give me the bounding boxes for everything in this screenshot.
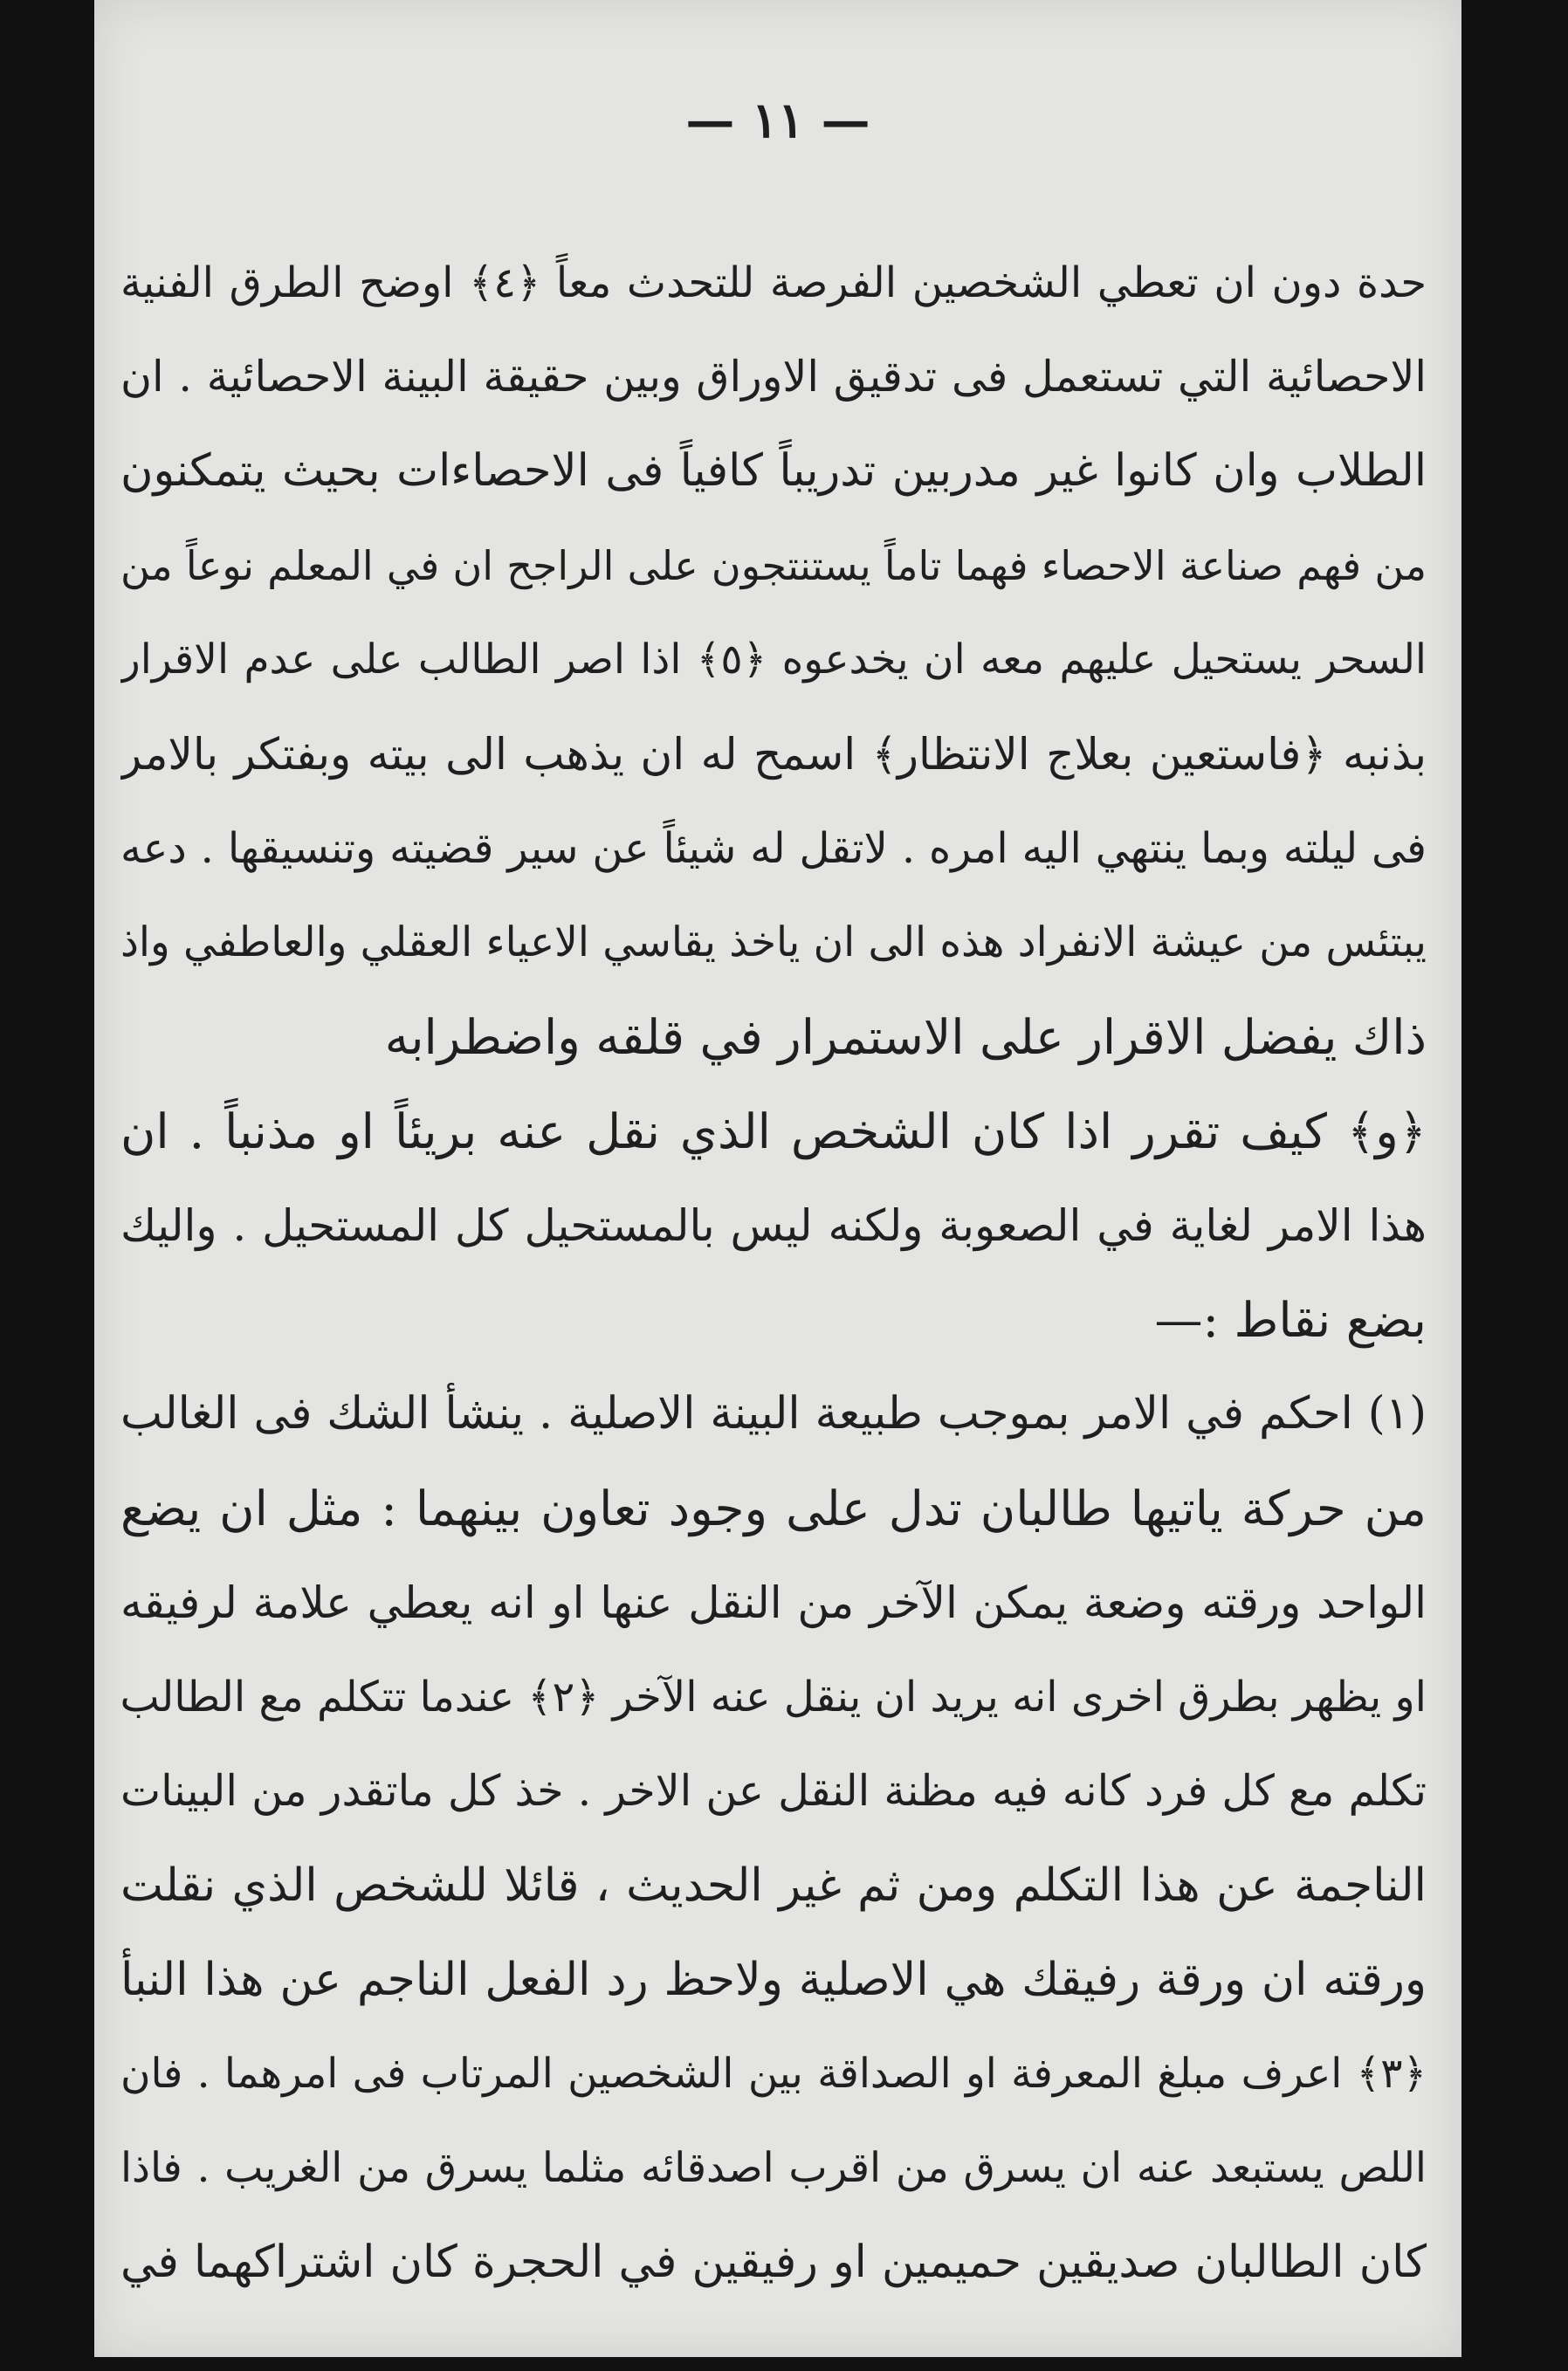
text-line: (١) احكم في الامر بموجب طبيعة البينة الاصلية . ينشأ الشك فى الغالب (120, 1388, 1427, 1440)
text-line: فى ليلته وبما ينتهي اليه امره . لاتقل له شيئاً عن سير قضيته وتنسيقها . دعه (120, 824, 1427, 873)
text-line: اللص يستبعد عنه ان يسرق من اقرب اصدقائه مثلما يسرق من الغريب . فاذا (120, 2144, 1427, 2192)
text-line: ذاك يفضل الاقرار على الاستمرار في قلقه واضطرابه (384, 1009, 1427, 1065)
text-line: او يظهر بطرق اخرى انه يريد ان ينقل عنه الآخر ﴿٢﴾ عندما تتكلم مع الطالب (120, 1673, 1427, 1722)
text-line: حدة دون ان تعطي الشخصين الفرصة للتحدث معاً ﴿٤﴾ اوضح الطرق الفنية (120, 258, 1427, 307)
text-line: ورقته ان ورقة رفيقك هي الاصلية ولاحظ رد الفعل الناجم عن هذا النبأ (120, 1954, 1427, 2006)
text-line: هذا الامر لغاية في الصعوبة ولكنه ليس بالمستحيل كل المستحيل . واليك (120, 1200, 1427, 1251)
text-line: من فهم صناعة الاحصاء فهما تاماً يستنتجون على الراجح ان في المعلم نوعاً من (120, 542, 1427, 589)
text-line: تكلم مع كل فرد كانه فيه مظنة النقل عن الاخر . خذ كل ماتقدر من البينات (120, 1766, 1427, 1816)
text-line: الناجمة عن هذا التكلم ومن ثم غير الحديث ، قائلا للشخص الذي نقلت (120, 1859, 1427, 1912)
text-line: كان الطالبان صديقين حميمين او رفيقين في الحجرة كان اشتراكهما في (120, 2237, 1427, 2288)
text-line: الواحد ورقته وضعة يمكن الآخر من النقل عنها او انه يعطي علامة لرفيقه (120, 1577, 1427, 1628)
text-line: بضع نقاط :— (1154, 1292, 1427, 1348)
page-number: — ١١ — (685, 92, 870, 149)
text-line: بذنبه ﴿فاستعين بعلاج الانتظار﴾ اسمح له ان يذهب الى بيته وبفتكر بالامر (120, 729, 1427, 780)
text-line: يبتئس من عيشة الانفراد هذه الى ان ياخذ يقاسي الاعياء العقلي والعاطفي واذ (120, 918, 1427, 966)
body-text (120, 236, 1427, 2310)
text-line: ﴿٣﴾ اعرف مبلغ المعرفة او الصداقة بين الشخصين المرتاب فى امرهما . فان (120, 2050, 1427, 2098)
book-page (94, 0, 1461, 2357)
text-line: الطلاب وان كانوا غير مدربين تدريباً كافياً فى الاحصاءات بحيث يتمكنون (120, 445, 1427, 497)
text-line: ﴿و﴾ كيف تقرر اذا كان الشخص الذي نقل عنه بريئاً او مذنباً . ان (120, 1103, 1427, 1159)
text-line: من حركة ياتيها طالبان تدل على وجود تعاون بينهما : مثل ان يضع (120, 1481, 1427, 1536)
text-line: الاحصائية التي تستعمل فى تدقيق الاوراق وبين حقيقة البينة الاحصائية . ان (120, 352, 1427, 402)
text-line: السحر يستحيل عليهم معه ان يخدعوه ﴿٥﴾ اذا اصر الطالب على عدم الاقرار (120, 636, 1427, 684)
